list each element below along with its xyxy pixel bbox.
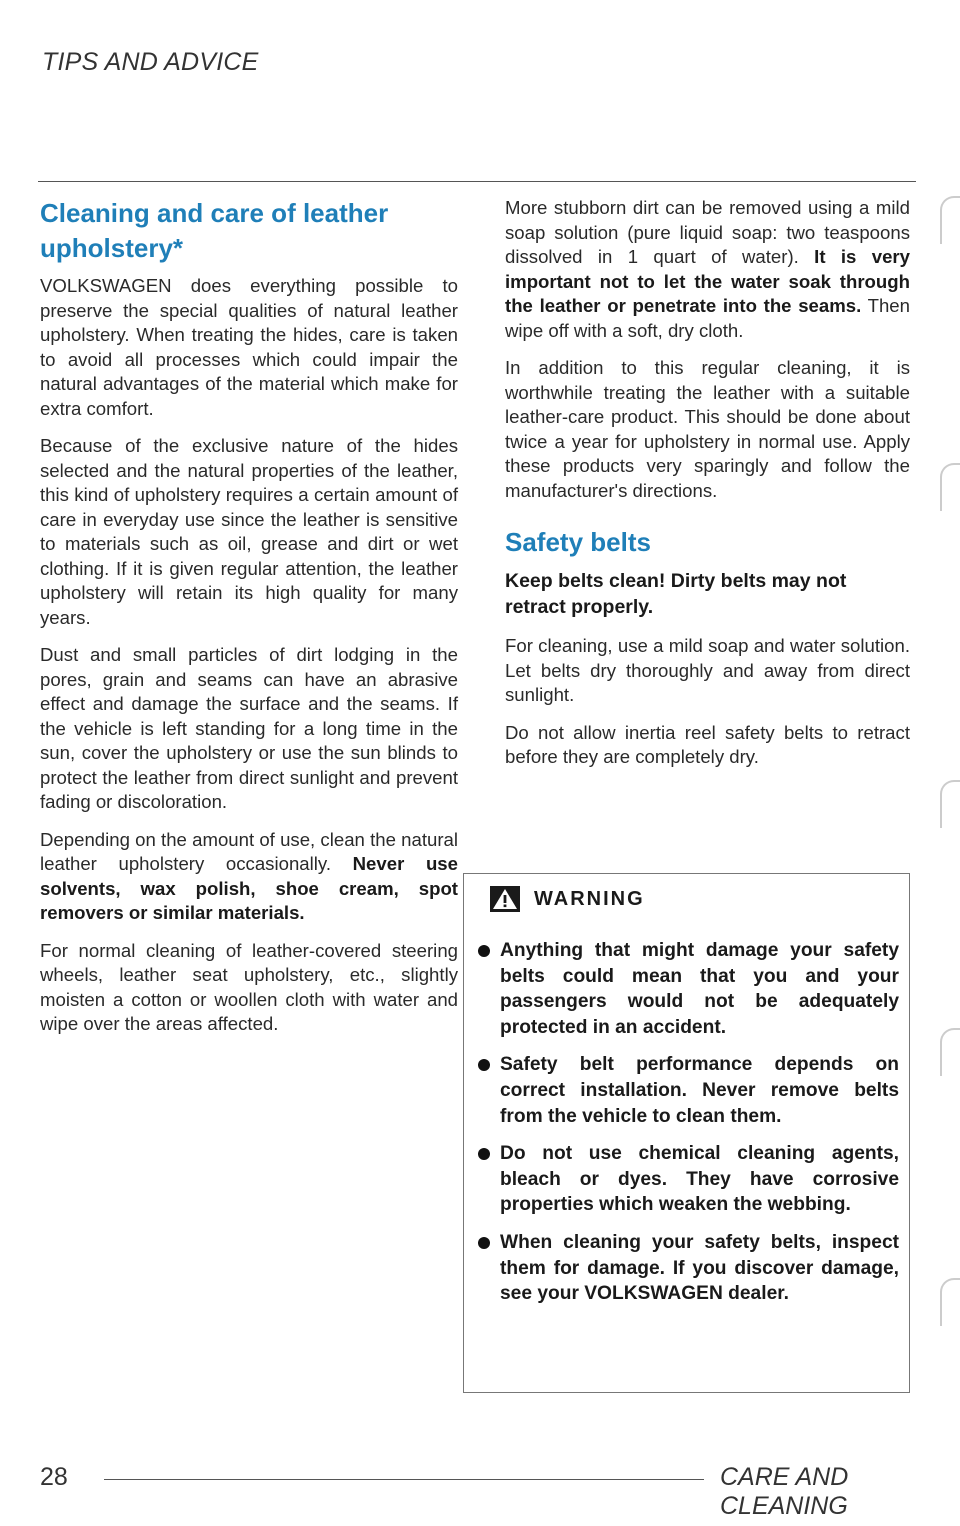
bullet-icon: [478, 1148, 490, 1160]
running-header: TIPS AND ADVICE: [42, 48, 259, 76]
right-column: [505, 196, 910, 783]
footer-divider: [104, 1479, 704, 1480]
leather-caution-text: Never use solvents, wax polish, shoe cream, spot removers or similar materials.: [40, 853, 458, 923]
section-title-safety-belts: Safety belts: [505, 527, 651, 557]
warning-box: [463, 873, 910, 1393]
leather-paragraph-4-text: Depending on the amount of use, clean the natural leather upholstery occasionally.: [40, 828, 458, 874]
left-column: [40, 196, 458, 1050]
leather-paragraph-4: [40, 828, 458, 926]
safety-belts-subhead: Keep belts clean! Dirty belts may not retract properly.: [505, 570, 847, 618]
warning-item: [478, 1052, 899, 1129]
soap-text: More stubborn dirt can be removed using a mild soap solution (pure liquid soap: two teaspoons dissolved in 1 quart of water).: [505, 197, 910, 267]
page-number: 28: [40, 1463, 68, 1491]
section-title-leather: Cleaning and care of leather upholstery*: [40, 198, 389, 263]
warning-item: [478, 1141, 899, 1218]
warning-item-text: Do not use chemical cleaning agents, bleach or dyes. They have corrosive properties which weaken the webbing.: [500, 1143, 899, 1216]
soak-caution-text: It is very important not to let the water soak through the leather or penetrate into the seams.: [505, 246, 910, 316]
warning-title: WARNING: [534, 887, 645, 910]
margin-mark: [940, 780, 960, 828]
warning-item: [478, 938, 899, 1040]
margin-mark: [940, 1278, 960, 1326]
header-divider: [38, 181, 916, 182]
leather-paragraph-7: In addition to this regular cleaning, it is worthwhile treating the leather with a suitable leather-care product. This should be done about twice a year for upholstery in normal use. Apply these products very sparingly and follow the manufacturer's directions.: [505, 357, 910, 501]
safety-paragraph-1: For cleaning, use a mild soap and water solution. Let belts dry thoroughly and away from direct sunlight.: [505, 635, 910, 705]
warning-item-text: When cleaning your safety belts, inspect them for damage. If you discover damage, see your VOLKSWAGEN dealer.: [500, 1231, 899, 1305]
warning-item-text: Safety belt performance depends on correct installation. Never remove belts from the vehicle to clean them.: [500, 1054, 899, 1127]
page-footer: [40, 1463, 920, 1520]
leather-paragraph-3: Dust and small particles of dirt lodging in the pores, grain and seams can have an abrasive effect and damage the surface and the seams. If the vehicle is left standing for a long time in the sun, cover the upholstery or use the sun blinds to protect the leather from direct sunlight and prevent fading or discoloration.: [40, 644, 458, 812]
warning-item-text: Anything that might damage your safety belts could mean that you and your passengers would not be adequately protected in an accident.: [500, 940, 899, 1038]
warning-header: [478, 874, 899, 924]
bullet-icon: [478, 945, 490, 957]
bullet-icon: [478, 1059, 490, 1071]
leather-paragraph-5: For normal cleaning of leather-covered steering wheels, leather seat upholstery, etc., slightly moisten a cotton or woollen cloth with water and wipe over the areas affected.: [40, 939, 458, 1034]
safety-paragraph-2: Do not allow inertia reel safety belts to retract before they are completely dry.: [505, 721, 910, 767]
leather-paragraph-6: [505, 196, 910, 343]
margin-mark: [940, 1028, 960, 1076]
footer-section-label: CARE AND CLEANING: [720, 1463, 849, 1520]
bullet-icon: [478, 1237, 490, 1249]
wipe-text: Then wipe off with a soft, dry cloth.: [505, 295, 910, 341]
warning-item: [478, 1230, 899, 1307]
leather-paragraph-2: Because of the exclusive nature of the hides selected and the natural properties of the leather, this kind of upholstery requires a certain amount of care in everyday use since the leather is sensitive to materials such as oil, grease and dirt or wet clothing. If it is given regular attention, the leather upholstery will retain its high quality for many years.: [40, 435, 458, 628]
margin-mark: [940, 463, 960, 511]
margin-mark: [940, 196, 960, 244]
warning-triangle-icon: [490, 886, 520, 912]
leather-paragraph-1: VOLKSWAGEN does everything possible to preserve the special qualities of natural leather upholstery. When treating the hides, care is taken to avoid all processes which could impair the natural advantages of the material which make for extra comfort.: [40, 275, 458, 419]
